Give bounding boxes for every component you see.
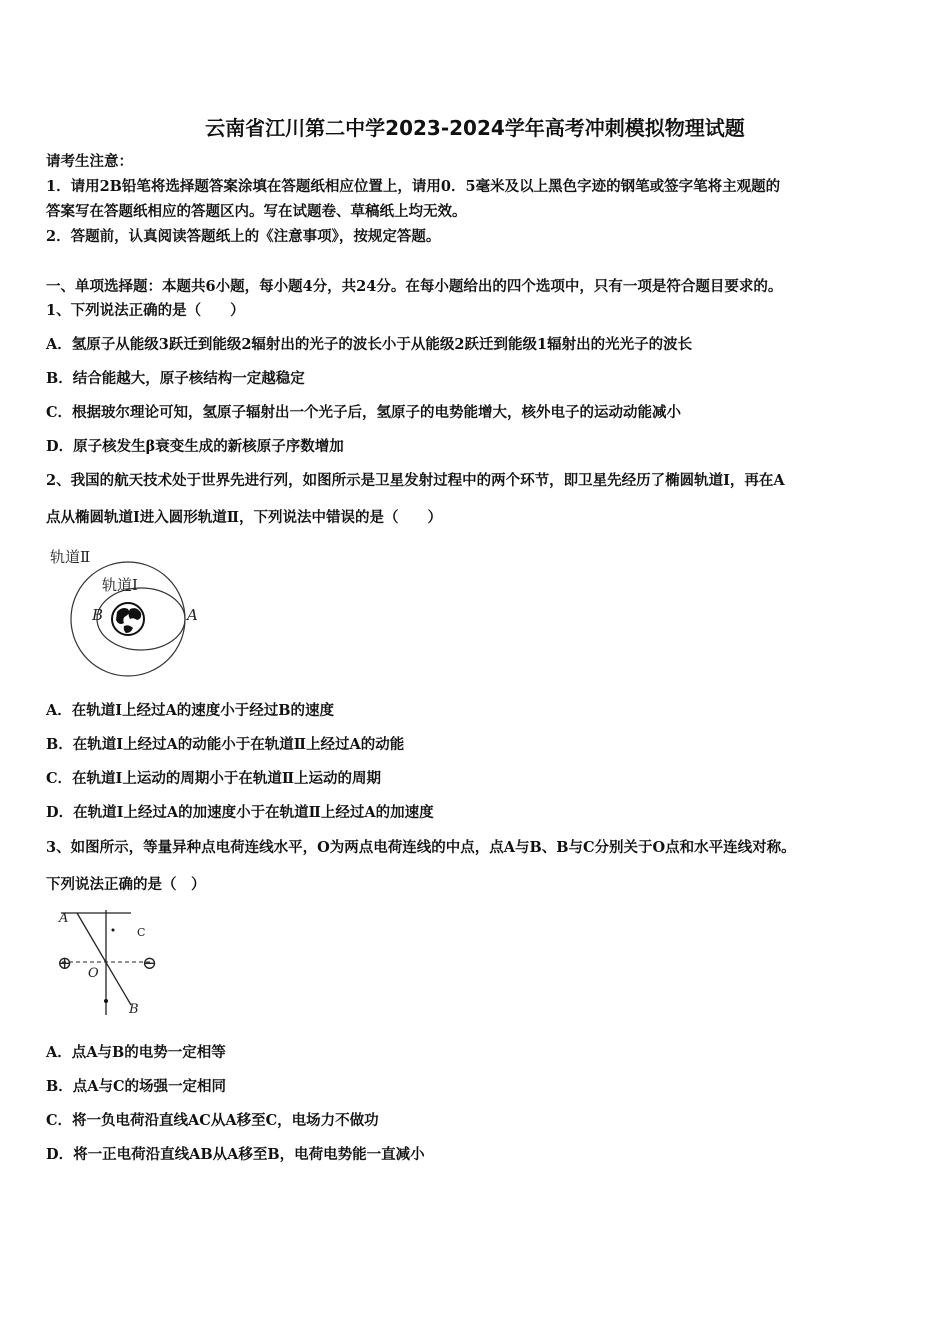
- q1-option-b: B．结合能越大，原子核结构一定越稳定: [46, 370, 305, 387]
- q2-option-b: B．在轨道Ⅰ上经过A的动能小于在轨道Ⅱ上经过A的动能: [46, 736, 405, 753]
- q3-option-a: A．点A与B的电势一定相等: [46, 1044, 226, 1061]
- q3-stem-line-1: 3、如图所示，等量异种点电荷连线水平，O为两点电荷连线的中点，点A与B、B与C分别关于O点和水平连线对称。: [46, 839, 796, 856]
- charge-diagram: [44, 905, 174, 1020]
- earth-icon: [112, 603, 144, 635]
- point-a-label: A: [187, 606, 198, 624]
- q3-option-d: D．将一正电荷沿直线AB从A移至B，电荷电势能一直减小: [46, 1146, 425, 1163]
- q3-option-b: B．点A与C的场强一定相同: [46, 1078, 227, 1095]
- orbit-1-label: 轨道Ⅰ: [102, 576, 138, 594]
- q2-option-c: C．在轨道Ⅰ上运动的周期小于在轨道Ⅱ上运动的周期: [46, 770, 382, 787]
- q3-option-c: C．将一负电荷沿直线AC从A移至C，电场力不做功: [46, 1112, 379, 1129]
- q1-stem: 1、下列说法正确的是（ ）: [46, 302, 245, 319]
- q3-stem-line-2: 下列说法正确的是（ ）: [46, 876, 206, 893]
- section-heading: 一、单项选择题：本题共6小题，每小题4分，共24分。在每小题给出的四个选项中，只有一项是符合题目要求的。: [46, 278, 783, 295]
- q1-option-d: D．原子核发生β衰变生成的新核原子序数增加: [46, 438, 344, 455]
- q2-stem-line-2: 点从椭圆轨道Ⅰ进入圆形轨道Ⅱ，下列说法中错误的是（ ）: [46, 509, 443, 526]
- q1-option-a: A．氢原子从能级3跃迁到能级2辐射出的光子的波长小于从能级2跃迁到能级1辐射出的光光子的波长: [46, 336, 693, 353]
- point-marker: [112, 929, 115, 932]
- notice-line-2: 2．答题前，认真阅读答题纸上的《注意事项》，按规定答题。: [46, 228, 441, 245]
- q2-stem-line-1: 2、我国的航天技术处于世界先进行列，如图所示是卫星发射过程中的两个环节，即卫星先经历了椭圆轨道Ⅰ，再在A: [46, 472, 785, 489]
- notice-heading: 请考生注意：: [46, 153, 133, 170]
- q2-option-d: D．在轨道Ⅰ上经过A的加速度小于在轨道Ⅱ上经过A的加速度: [46, 804, 434, 821]
- q2-option-a: A．在轨道Ⅰ上经过A的速度小于经过B的速度: [46, 702, 335, 719]
- line-ab: [77, 913, 131, 1005]
- page-title: 云南省江川第二中学2023-2024学年高考冲刺模拟物理试题: [205, 116, 745, 140]
- point-marker-lower: [104, 999, 108, 1003]
- negative-charge-icon: ⊖: [142, 953, 158, 974]
- point-b-label: B: [92, 606, 104, 624]
- point-o-label: O: [88, 966, 99, 981]
- notice-line-1b: 答案写在答题纸相应的答题区内。写在试题卷、草稿纸上均无效。: [46, 203, 467, 220]
- orbit-2-label: 轨道Ⅱ: [50, 548, 91, 566]
- positive-charge-icon: ⊕: [57, 953, 73, 974]
- q1-option-c: C．根据玻尔理论可知，氢原子辐射出一个光子后，氢原子的电势能增大，核外电子的运动动能减小: [46, 404, 682, 421]
- notice-line-1a: 1．请用2B铅笔将选择题答案涂填在答题纸相应位置上，请用0．5毫米及以上黑色字迹的钢笔或签字笔将主观题的: [46, 178, 781, 195]
- point-b-label: B: [129, 1002, 139, 1017]
- orbit-diagram: [40, 540, 220, 685]
- point-c-label: C: [137, 926, 146, 939]
- point-a-label: A: [59, 911, 69, 926]
